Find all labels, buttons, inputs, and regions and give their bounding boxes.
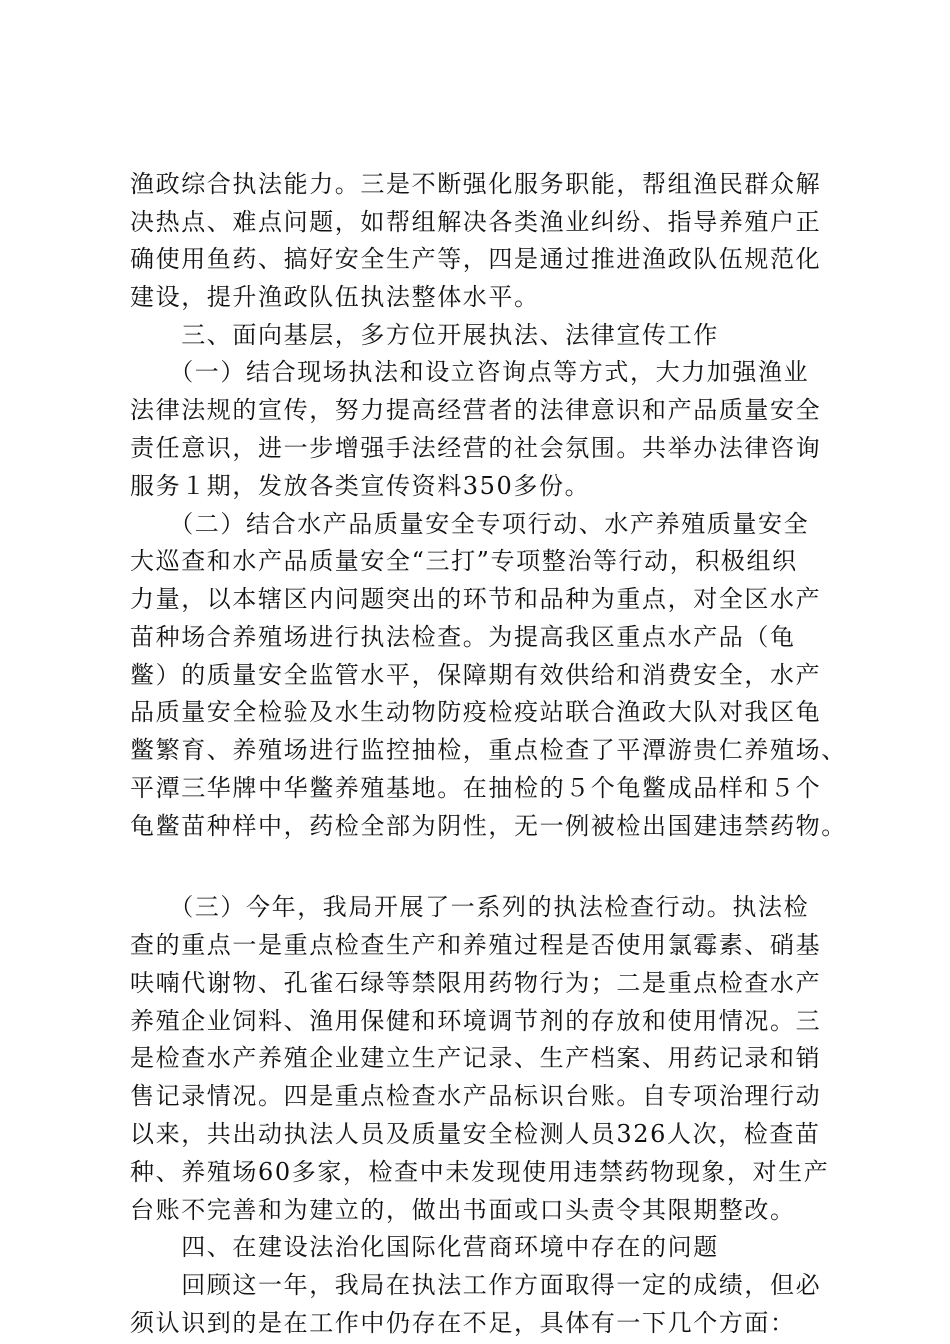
body-line: 责任意识，进一步增强手法经营的社会氛围。共举办法律咨询: [130, 434, 822, 462]
body-line: （三）今年，我局开展了一系列的执法检查行动。执法检: [130, 893, 810, 921]
body-line: 苗种场合养殖场进行执法检查。为提高我区重点水产品（龟: [130, 623, 796, 651]
body-line: 鳖）的质量安全监管水平，保障期有效供给和消费安全，水产: [130, 661, 822, 689]
section-heading: 四、在建设法治化国际化营商环境中存在的问题: [130, 1233, 719, 1261]
body-line: 确使用鱼药、搞好安全生产等，四是通过推进渔政队伍规范化: [130, 245, 822, 273]
body-line: 须认识到的是在工作中仍存在不足，具体有一下几个方面：: [130, 1309, 796, 1337]
body-line: 渔政综合执法能力。三是不断强化服务职能，帮组渔民群众解: [130, 170, 822, 198]
body-line: （二）结合水产品质量安全专项行动、水产养殖质量安全: [130, 510, 810, 538]
body-line: 售记录情况。四是重点检查水产品标识台账。自专项治理行动: [130, 1082, 822, 1110]
body-line: 品质量安全检验及水生动物防疫检疫站联合渔政大队对我区龟: [130, 698, 822, 726]
body-line: （一）结合现场执法和设立咨询点等方式，大力加强渔业: [130, 358, 810, 386]
body-line: 回顾这一年，我局在执法工作方面取得一定的成绩，但必: [130, 1271, 822, 1299]
body-line: 力量，以本辖区内问题突出的环节和品种为重点，对全区水产: [130, 585, 822, 613]
body-line: 决热点、难点问题，如帮组解决各类渔业纠纷、指导养殖户正: [130, 208, 822, 236]
body-line: 法律法规的宣传，努力提高经营者的法律意识和产品质量安全: [130, 396, 822, 424]
body-line: 建设，提升渔政队伍执法整体水平。: [130, 283, 540, 311]
body-line: 养殖企业饲料、渔用保健和环境调节剂的存放和使用情况。三: [130, 1007, 822, 1035]
body-line: 服务１期，发放各类宣传资料350多份。: [130, 472, 591, 500]
body-line: 呋喃代谢物、孔雀石绿等禁限用药物行为；二是重点检查水产: [130, 969, 822, 997]
body-line: 大巡查和水产品质量安全“三打”专项整治等行动，积极组织: [130, 547, 798, 575]
body-line: 查的重点一是重点检查生产和养殖过程是否使用氯霉素、硝基: [130, 931, 822, 959]
body-line: 鳖繁育、养殖场进行监控抽检，重点检查了平潭游贵仁养殖场、: [130, 736, 847, 764]
section-heading: 三、面向基层，多方位开展执法、法律宣传工作: [130, 321, 719, 349]
body-line: 平潭三华牌中华鳖养殖基地。在抽检的５个龟鳖成品样和５个: [130, 774, 822, 802]
body-line: 是检查水产养殖企业建立生产记录、生产档案、用药记录和销: [130, 1044, 822, 1072]
body-line: 种、养殖场60多家，检查中未发现使用违禁药物现象，对生产: [130, 1158, 830, 1186]
body-line: 龟鳖苗种样中，药检全部为阴性，无一例被检出国建违禁药物。: [130, 812, 847, 840]
body-line: 台账不完善和为建立的，做出书面或口头责令其限期整改。: [130, 1196, 796, 1224]
body-line: 以来，共出动执法人员及质量安全检测人员326人次，检查苗: [130, 1120, 821, 1148]
